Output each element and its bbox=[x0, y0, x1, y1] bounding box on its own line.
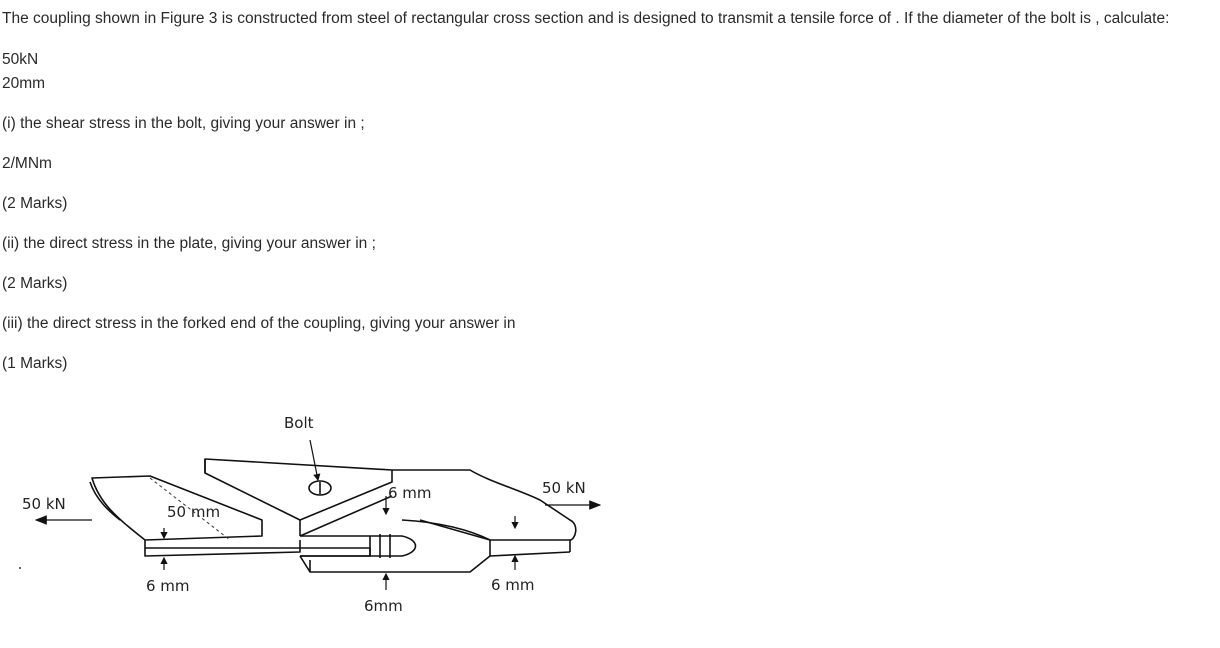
part-iii-marks: (1 Marks) bbox=[2, 355, 68, 372]
unit-line: 2/MNm bbox=[2, 155, 52, 172]
lower-fork-strap bbox=[300, 552, 570, 572]
part-ii-text: (ii) the direct stress in the plate, giving your answer in ; bbox=[2, 235, 376, 252]
right-bottom-thickness-label: 6 mm bbox=[491, 576, 535, 594]
upper-fork-strap bbox=[205, 459, 392, 520]
left-force-label: 50 kN bbox=[22, 495, 66, 513]
part-i-text: (i) the shear stress in the bolt, giving your answer in ; bbox=[2, 115, 365, 132]
coupling-figure bbox=[0, 400, 640, 630]
part-iii-text: (iii) the direct stress in the forked end of the coupling, giving your answer in bbox=[2, 315, 516, 332]
question-intro: The coupling shown in Figure 3 is constructed from steel of rectangular cross section and is designed to transmit a tensile force of . If the diameter of the bolt is , calculate: bbox=[2, 10, 1170, 27]
tongue-block bbox=[300, 536, 370, 556]
left-bottom-thickness-label: 6 mm bbox=[146, 577, 190, 595]
part-ii-marks: (2 Marks) bbox=[2, 275, 68, 292]
force-value: 50kN bbox=[2, 51, 39, 68]
part-i-marks: (2 Marks) bbox=[2, 195, 68, 212]
bolt-leader bbox=[310, 440, 318, 480]
top-thickness-label: 6 mm bbox=[388, 484, 432, 502]
right-force-label: 50 kN bbox=[542, 479, 586, 497]
bolt-label: Bolt bbox=[284, 414, 314, 432]
center-bottom-thickness-label: 6mm bbox=[364, 597, 403, 615]
width-label: 50 mm bbox=[167, 503, 221, 521]
bolt-diameter-value: 20mm bbox=[2, 75, 46, 92]
